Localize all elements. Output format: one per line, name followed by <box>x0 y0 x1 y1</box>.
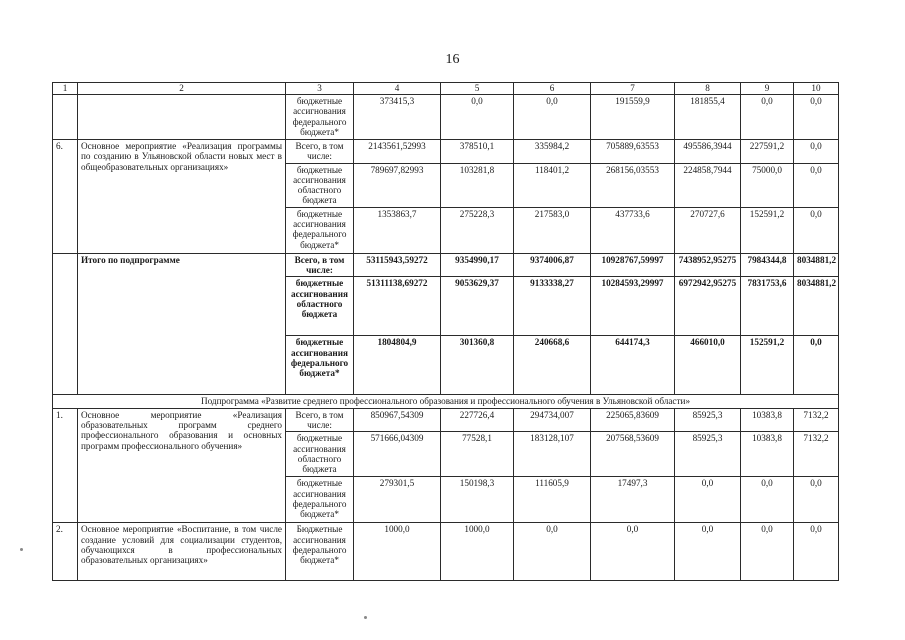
value-cell: 75000,0 <box>741 163 794 207</box>
column-number: 9 <box>741 83 794 95</box>
value-cell: 0,0 <box>794 207 839 253</box>
row-number-cell <box>53 253 78 395</box>
value-cell: 2143561,52993 <box>354 140 441 164</box>
value-cell: 0,0 <box>441 95 514 140</box>
value-cell: 7831753,6 <box>741 277 794 336</box>
funding-source: бюджетные ассигнования областного бюджета <box>286 277 354 336</box>
value-cell: 8034881,2 <box>794 253 839 277</box>
activity-cell <box>78 95 286 140</box>
value-cell: 1353863,7 <box>354 207 441 253</box>
funding-source: Всего, в том числе: <box>286 408 354 432</box>
value-cell: 217583,0 <box>514 207 591 253</box>
value-cell: 10928767,59997 <box>591 253 675 277</box>
value-cell: 7438952,95275 <box>675 253 741 277</box>
table-row <box>53 253 839 277</box>
column-number: 6 <box>514 83 591 95</box>
row-number-cell <box>53 95 78 140</box>
value-cell: 0,0 <box>514 95 591 140</box>
column-number: 3 <box>286 83 354 95</box>
activity-title: Основное мероприятие «Воспитание, в том числе создание условий для социализации студентов, обучающихся в профессиональных образовательных организациях» <box>78 523 286 581</box>
value-cell: 8034881,2 <box>794 277 839 336</box>
value-cell: 111605,9 <box>514 477 591 523</box>
value-cell: 51311138,69272 <box>354 277 441 336</box>
table-row <box>53 523 839 581</box>
value-cell: 705889,63553 <box>591 140 675 164</box>
value-cell: 0,0 <box>675 477 741 523</box>
scan-speck <box>20 548 23 551</box>
column-number: 7 <box>591 83 675 95</box>
value-cell: 183128,107 <box>514 432 591 477</box>
value-cell: 227591,2 <box>741 140 794 164</box>
table-row <box>53 408 839 432</box>
value-cell: 7132,2 <box>794 432 839 477</box>
section-title: Подпрограмма «Развитие среднего профессионального образования и профессионального обучения в Ульяновской области» <box>53 395 839 408</box>
value-cell: 103281,8 <box>441 163 514 207</box>
value-cell: 10383,8 <box>741 432 794 477</box>
funding-source: бюджетные ассигнования федерального бюджета* <box>286 207 354 253</box>
row-number: 2. <box>53 523 78 581</box>
row-number: 1. <box>53 408 78 523</box>
value-cell: 301360,8 <box>441 336 514 395</box>
value-cell: 85925,3 <box>675 408 741 432</box>
value-cell: 1000,0 <box>354 523 441 581</box>
column-number: 10 <box>794 83 839 95</box>
value-cell: 571666,04309 <box>354 432 441 477</box>
value-cell: 9374006,87 <box>514 253 591 277</box>
value-cell: 0,0 <box>794 140 839 164</box>
funding-source: бюджетные ассигнования федерального бюджета* <box>286 477 354 523</box>
value-cell: 789697,82993 <box>354 163 441 207</box>
value-cell: 270727,6 <box>675 207 741 253</box>
funding-source: бюджетные ассигнования областного бюджета <box>286 163 354 207</box>
row-number: 6. <box>53 140 78 254</box>
value-cell: 6972942,95275 <box>675 277 741 336</box>
value-cell: 10284593,29997 <box>591 277 675 336</box>
subtotal-title: Итого по подпрограмме <box>78 253 286 395</box>
value-cell: 0,0 <box>675 523 741 581</box>
value-cell: 9354990,17 <box>441 253 514 277</box>
page-number: 16 <box>445 52 460 67</box>
column-number: 5 <box>441 83 514 95</box>
value-cell: 495586,3944 <box>675 140 741 164</box>
value-cell: 77528,1 <box>441 432 514 477</box>
value-cell: 53115943,59272 <box>354 253 441 277</box>
funding-source: бюджетные ассигнования федерального бюджета* <box>286 95 354 140</box>
value-cell: 1000,0 <box>441 523 514 581</box>
activity-title: Основное мероприятие «Реализация образовательных программ среднего профессионального образования и основных программ профессионального обучения» <box>78 408 286 523</box>
value-cell: 207568,53609 <box>591 432 675 477</box>
column-number-row <box>53 83 839 95</box>
value-cell: 437733,6 <box>591 207 675 253</box>
value-cell: 9053629,37 <box>441 277 514 336</box>
value-cell: 150198,3 <box>441 477 514 523</box>
activity-title: Основное мероприятие «Реализация программы по созданию в Ульяновской области новых мест в общеобразовательных организациях» <box>78 140 286 254</box>
value-cell: 335984,2 <box>514 140 591 164</box>
value-cell: 850967,54309 <box>354 408 441 432</box>
value-cell: 17497,3 <box>591 477 675 523</box>
value-cell: 0,0 <box>741 477 794 523</box>
value-cell: 0,0 <box>794 477 839 523</box>
value-cell: 0,0 <box>741 523 794 581</box>
value-cell: 181855,4 <box>675 95 741 140</box>
funding-source: Всего, в том числе: <box>286 253 354 277</box>
value-cell: 118401,2 <box>514 163 591 207</box>
value-cell: 152591,2 <box>741 336 794 395</box>
column-number: 8 <box>675 83 741 95</box>
value-cell: 227726,4 <box>441 408 514 432</box>
value-cell: 152591,2 <box>741 207 794 253</box>
funding-source: Бюджетные ассигнования федерального бюджета* <box>286 523 354 581</box>
value-cell: 1804804,9 <box>354 336 441 395</box>
column-number: 4 <box>354 83 441 95</box>
table-row <box>53 95 839 140</box>
scan-speck <box>364 616 367 619</box>
value-cell: 279301,5 <box>354 477 441 523</box>
value-cell: 275228,3 <box>441 207 514 253</box>
funding-source: Всего, в том числе: <box>286 140 354 164</box>
value-cell: 7132,2 <box>794 408 839 432</box>
value-cell: 373415,3 <box>354 95 441 140</box>
value-cell: 0,0 <box>794 95 839 140</box>
value-cell: 378510,1 <box>441 140 514 164</box>
value-cell: 7984344,8 <box>741 253 794 277</box>
table-row <box>53 140 839 164</box>
value-cell: 466010,0 <box>675 336 741 395</box>
funding-source: бюджетные ассигнования областного бюджета <box>286 432 354 477</box>
value-cell: 294734,007 <box>514 408 591 432</box>
value-cell: 0,0 <box>794 336 839 395</box>
value-cell: 225065,83609 <box>591 408 675 432</box>
value-cell: 240668,6 <box>514 336 591 395</box>
section-row <box>53 395 839 408</box>
funding-source: бюджетные ассигнования федерального бюджета* <box>286 336 354 395</box>
value-cell: 0,0 <box>514 523 591 581</box>
value-cell: 10383,8 <box>741 408 794 432</box>
value-cell: 0,0 <box>741 95 794 140</box>
value-cell: 191559,9 <box>591 95 675 140</box>
value-cell: 0,0 <box>591 523 675 581</box>
value-cell: 644174,3 <box>591 336 675 395</box>
column-number: 2 <box>78 83 286 95</box>
value-cell: 85925,3 <box>675 432 741 477</box>
column-number: 1 <box>53 83 78 95</box>
value-cell: 224858,7944 <box>675 163 741 207</box>
budget-table <box>52 82 839 581</box>
value-cell: 0,0 <box>794 163 839 207</box>
value-cell: 0,0 <box>794 523 839 581</box>
value-cell: 9133338,27 <box>514 277 591 336</box>
value-cell: 268156,03553 <box>591 163 675 207</box>
